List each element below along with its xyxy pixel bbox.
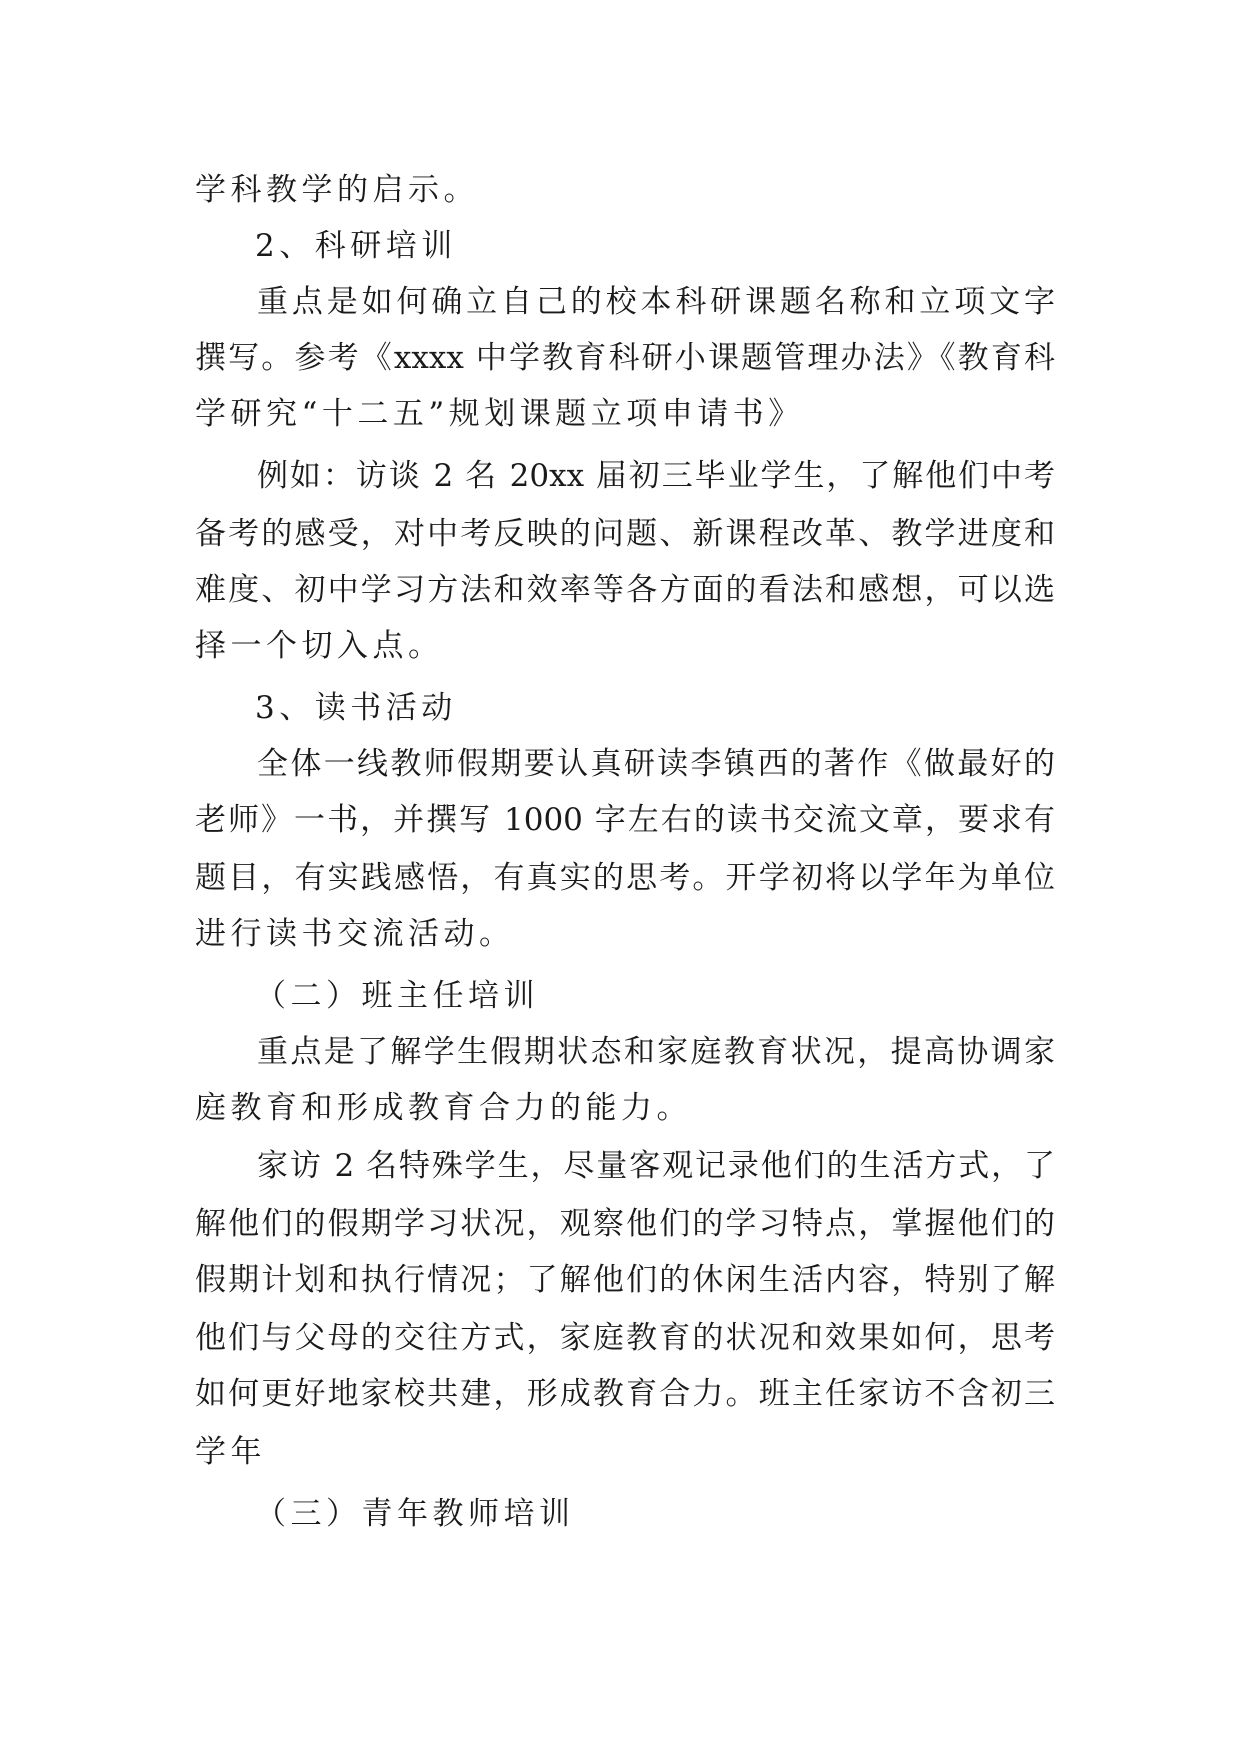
text-line: 假期计划和执行情况；了解他们的休闲生活内容，特别了解 [195,1262,1055,1298]
text-line: 家访 2 名特殊学生，尽量客观记录他们的生活方式，了 [257,1148,1055,1184]
text-line: 择一个切入点。 [195,628,444,664]
text-line: 学研究“十二五”规划课题立项申请书》 [195,396,804,432]
section-heading: 3、读书活动 [255,690,457,726]
text-line: 学科教学的启示。 [195,172,479,208]
text-line: 如何更好地家校共建，形成教育合力。班主任家访不含初三 [195,1376,1055,1412]
text-line: 难度、初中学习方法和效率等各方面的看法和感想，可以选 [195,572,1055,608]
section-heading: 2、科研培训 [255,228,457,264]
text-line: 全体一线教师假期要认真研读李镇西的著作《做最好的 [257,746,1055,782]
text-line: 老师》一书，并撰写 1000 字左右的读书交流文章，要求有 [195,802,1055,838]
section-heading: （二）班主任培训 [255,978,539,1014]
section-heading: （三）青年教师培训 [255,1496,575,1532]
text-line: 题目，有实践感悟，有真实的思考。开学初将以学年为单位 [195,860,1055,896]
text-line: 重点是如何确立自己的校本科研课题名称和立项文字 [257,284,1055,320]
text-line: 进行读书交流活动。 [195,916,515,952]
text-line: 学年 [195,1434,266,1470]
text-line: 解他们的假期学习状况，观察他们的学习特点，掌握他们的 [195,1206,1055,1242]
text-line: 重点是了解学生假期状态和家庭教育状况，提高协调家 [257,1034,1055,1070]
text-line: 备考的感受，对中考反映的问题、新课程改革、教学进度和 [195,516,1055,552]
text-line: 他们与父母的交往方式，家庭教育的状况和效果如何，思考 [195,1320,1055,1356]
text-line: 庭教育和形成教育合力的能力。 [195,1090,692,1126]
text-line: 撰写。参考《xxxx 中学教育科研小课题管理办法》《教育科 [195,340,1055,376]
text-line: 例如：访谈 2 名 20xx 届初三毕业学生，了解他们中考 [257,458,1055,494]
